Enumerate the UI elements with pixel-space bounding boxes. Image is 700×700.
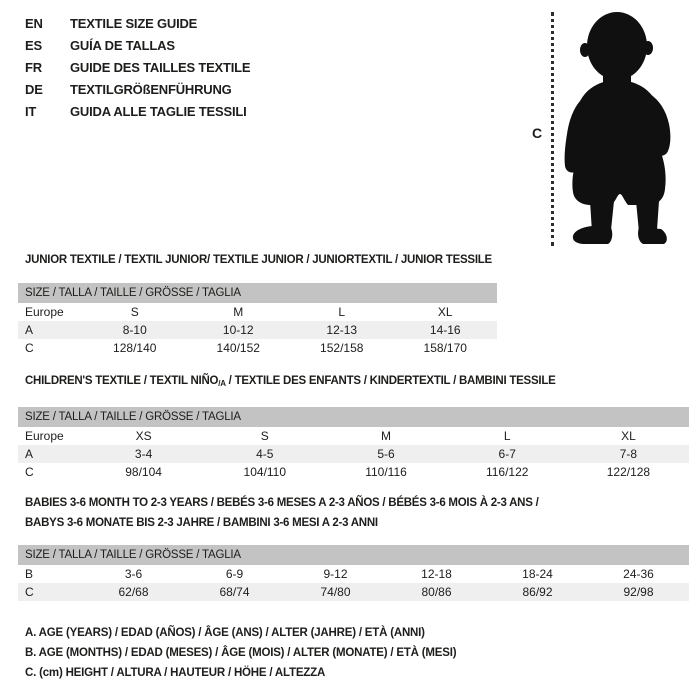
table-header: SIZE / TALLA / TAILLE / GRÖSSE / TAGLIA bbox=[18, 545, 689, 565]
size-cell: 5-6 bbox=[377, 447, 395, 461]
size-cell: 14-16 bbox=[429, 323, 461, 337]
language-code: ES bbox=[25, 38, 42, 53]
language-label: GUIDA ALLE TAGLIE TESSILI bbox=[70, 104, 247, 119]
section-title-text: / TEXTILE DES ENFANTS / KINDERTEXTIL / BAMBINI TESSILE bbox=[225, 375, 556, 387]
footnote-b: B. AGE (MONTHS) / EDAD (MESES) / ÂGE (MOIS) / ALTER (MONATE) / ETÀ (MESI) bbox=[25, 647, 457, 659]
table-row-height bbox=[18, 339, 497, 357]
size-cell: 140/152 bbox=[216, 341, 260, 355]
section-title-text: CHILDREN'S TEXTILE / TEXTIL NIÑO bbox=[25, 375, 219, 387]
row-label: B bbox=[25, 567, 34, 581]
size-cell: 6-7 bbox=[498, 447, 516, 461]
size-cell: XL bbox=[621, 429, 636, 443]
table-row-height bbox=[18, 463, 689, 481]
size-cell: 18-24 bbox=[522, 567, 553, 581]
table-row-europe bbox=[18, 427, 689, 445]
row-label: A bbox=[25, 447, 34, 461]
row-label: C bbox=[25, 585, 34, 599]
size-cell: S bbox=[130, 305, 139, 319]
size-cell: 92/98 bbox=[623, 585, 654, 599]
size-cell: 9-12 bbox=[323, 567, 348, 581]
row-label: C bbox=[25, 341, 34, 355]
size-cell: 74/80 bbox=[320, 585, 351, 599]
language-label: TEXTILGRÖßENFÜHRUNG bbox=[70, 82, 232, 97]
footnote-c: C. (cm) HEIGHT / ALTURA / HAUTEUR / HÖHE / ALTEZZA bbox=[25, 667, 326, 679]
language-code: DE bbox=[25, 82, 43, 97]
section-title-babies-line1: BABIES 3-6 MONTH TO 2-3 YEARS / BEBÉS 3-6 MESES A 2-3 AÑOS / BÉBÉS 3-6 MOIS À 2-3 ANS / bbox=[25, 497, 539, 509]
language-row bbox=[25, 35, 250, 57]
size-cell: 122/128 bbox=[606, 465, 651, 479]
height-measure-line bbox=[551, 12, 554, 246]
size-table-babies bbox=[18, 545, 689, 601]
spacer bbox=[18, 533, 689, 545]
size-cell: 62/68 bbox=[118, 585, 149, 599]
size-cell: M bbox=[233, 305, 244, 319]
height-figure bbox=[530, 8, 700, 250]
language-row bbox=[25, 57, 250, 79]
toddler-silhouette-icon bbox=[558, 8, 698, 248]
section-title-babies-line2: BABYS 3-6 MONATE BIS 2-3 JAHRE / BAMBINI 3-6 MESI A 2-3 ANNI bbox=[25, 517, 378, 529]
table-row-europe bbox=[18, 303, 497, 321]
section-title-subscript: /A bbox=[218, 379, 226, 388]
table-row-age bbox=[18, 445, 689, 463]
size-cell: 12-18 bbox=[421, 567, 452, 581]
section-junior bbox=[18, 253, 497, 357]
row-label: Europe bbox=[25, 305, 64, 319]
language-code: EN bbox=[25, 16, 43, 31]
language-label: GUIDE DES TAILLES TEXTILE bbox=[70, 60, 251, 75]
table-header: SIZE / TALLA / TAILLE / GRÖSSE / TAGLIA bbox=[18, 283, 497, 303]
section-title-children bbox=[25, 374, 689, 391]
section-title-junior: JUNIOR TEXTILE / TEXTIL JUNIOR/ TEXTILE JUNIOR / JUNIORTEXTIL / JUNIOR TESSILE bbox=[25, 254, 492, 266]
size-cell: 152/158 bbox=[320, 341, 364, 355]
size-cell: 10-12 bbox=[222, 323, 254, 337]
row-label: Europe bbox=[25, 429, 64, 443]
language-code: IT bbox=[25, 104, 37, 119]
size-cell: 68/74 bbox=[219, 585, 250, 599]
size-cell: XS bbox=[135, 429, 152, 443]
size-cell: S bbox=[260, 429, 269, 443]
size-cell: 4-5 bbox=[256, 447, 274, 461]
size-cell: XL bbox=[437, 305, 453, 319]
legend bbox=[25, 623, 456, 683]
size-cell: 3-4 bbox=[134, 447, 153, 461]
size-cell: 6-9 bbox=[225, 567, 244, 581]
size-cell: 158/170 bbox=[423, 341, 467, 355]
size-cell: 12-13 bbox=[326, 323, 358, 337]
size-cell: 116/122 bbox=[485, 465, 529, 479]
size-cell: 86/92 bbox=[522, 585, 553, 599]
language-row bbox=[25, 79, 250, 101]
size-cell: 128/140 bbox=[113, 341, 157, 355]
language-list bbox=[25, 13, 250, 123]
footnote-a: A. AGE (YEARS) / EDAD (AÑOS) / ÂGE (ANS) / ALTER (JAHRE) / ETÀ (ANNI) bbox=[25, 627, 425, 639]
size-cell: M bbox=[381, 429, 391, 443]
language-row bbox=[25, 101, 250, 123]
table-row-height bbox=[18, 583, 689, 601]
language-row bbox=[25, 13, 250, 35]
row-label: C bbox=[25, 465, 34, 479]
size-cell: L bbox=[503, 429, 511, 443]
size-table-junior bbox=[18, 283, 497, 357]
row-label: A bbox=[25, 323, 34, 337]
size-cell: 7-8 bbox=[619, 447, 638, 461]
size-cell: 110/116 bbox=[365, 465, 407, 479]
size-cell: 104/110 bbox=[243, 465, 287, 479]
table-header: SIZE / TALLA / TAILLE / GRÖSSE / TAGLIA bbox=[18, 407, 689, 427]
size-cell: 3-6 bbox=[124, 567, 143, 581]
table-row-age bbox=[18, 321, 497, 339]
size-cell: L bbox=[338, 305, 346, 319]
size-table-children bbox=[18, 407, 689, 481]
section-children bbox=[18, 374, 689, 481]
language-label: GUÍA DE TALLAS bbox=[70, 38, 175, 53]
size-cell: 24-36 bbox=[623, 567, 654, 581]
height-measure-label: C bbox=[532, 125, 543, 141]
size-cell: 8-10 bbox=[122, 323, 147, 337]
section-babies bbox=[18, 493, 689, 601]
size-cell: 98/104 bbox=[125, 465, 162, 479]
language-label: TEXTILE SIZE GUIDE bbox=[70, 16, 198, 31]
size-cell: 80/86 bbox=[421, 585, 452, 599]
language-code: FR bbox=[25, 60, 42, 75]
table-row-months bbox=[18, 565, 689, 583]
